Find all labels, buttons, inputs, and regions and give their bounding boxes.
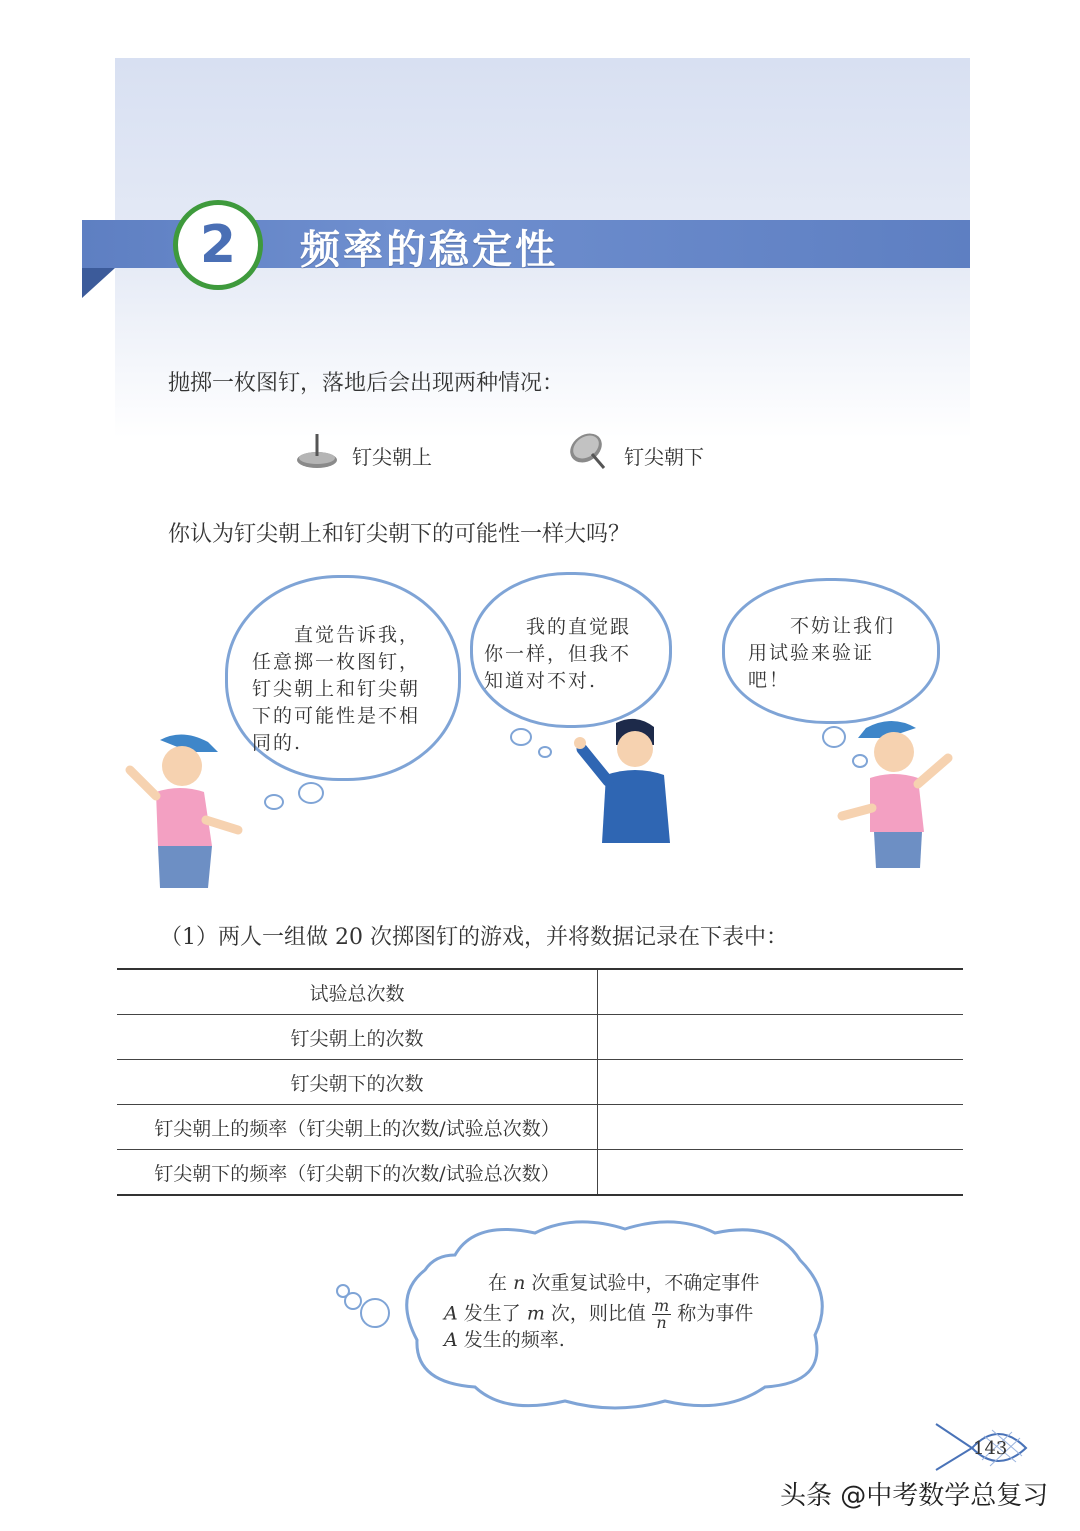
row-label: 钉尖朝上的次数 — [117, 1015, 598, 1060]
cloud-trail-dot — [360, 1298, 390, 1328]
bubble-left-line: 下的可能性是不相 — [252, 705, 421, 727]
bubble-right-text — [748, 613, 895, 694]
row-label: 钉尖朝下的次数 — [117, 1060, 598, 1105]
bubble-trail-dot — [298, 782, 324, 804]
question-text: 你认为钉尖朝上和钉尖朝下的可能性一样大吗？ — [168, 522, 631, 547]
fraction-denominator: n — [656, 1313, 667, 1332]
bubble-middle-line: 知道对不对. — [484, 670, 598, 692]
bubble-right-line: 用试验来验证 — [748, 642, 875, 664]
definition-line-3 — [444, 1326, 565, 1354]
page-number: 143 — [973, 1438, 1008, 1459]
definition-text: 发生的频率. — [463, 1329, 565, 1351]
table-row — [117, 969, 963, 1015]
definition-var-A: A — [444, 1302, 458, 1325]
ribbon-fold — [82, 268, 115, 298]
definition-text: 在 — [488, 1272, 508, 1294]
bubble-trail-dot — [538, 746, 552, 758]
boy-left-illustration — [120, 730, 245, 888]
bubble-trail-dot — [510, 728, 532, 746]
bubble-trail-dot — [264, 794, 284, 810]
bubble-right-line: 吧！ — [748, 669, 791, 691]
outcome-up-label: 钉尖朝上 — [352, 445, 432, 469]
tack-point-up-icon — [296, 430, 340, 472]
record-table — [117, 968, 963, 1196]
table-row — [117, 1015, 963, 1060]
definition-var-m: m — [526, 1302, 545, 1325]
bubble-left-line: 同的. — [252, 732, 303, 754]
fraction-m-over-n — [652, 1298, 671, 1331]
definition-text: 称为事件 — [677, 1302, 754, 1325]
boy-right-illustration — [836, 716, 960, 868]
table-row — [117, 1105, 963, 1150]
bubble-left-line: 直觉告诉我， — [252, 624, 421, 646]
section-number-badge — [173, 200, 263, 290]
tack-point-down-icon — [568, 430, 612, 472]
definition-text: 次，则比值 — [550, 1302, 646, 1325]
row-label: 钉尖朝上的频率（钉尖朝上的次数/试验总次数） — [117, 1105, 598, 1150]
table-row — [117, 1150, 963, 1196]
value-cell[interactable] — [598, 969, 964, 1015]
bubble-left-line: 钉尖朝上和钉尖朝 — [252, 678, 421, 700]
value-cell[interactable] — [598, 1105, 964, 1150]
outcome-down-label: 钉尖朝下 — [624, 445, 704, 469]
bubble-left-line: 任意掷一枚图钉， — [252, 651, 421, 673]
fraction-numerator: m — [653, 1296, 670, 1315]
bubble-middle-line: 我的直觉跟 — [484, 616, 632, 638]
watermark: 头条 @中考数学总复习 — [780, 1481, 1049, 1511]
section-title: 频率的稳定性 — [300, 227, 558, 273]
task-text: （1）两人一组做 20 次掷图钉的游戏，并将数据记录在下表中： — [160, 925, 788, 950]
cloud-trail-dot — [344, 1292, 362, 1310]
table-row — [117, 1060, 963, 1105]
definition-text: 发生了 — [463, 1302, 521, 1325]
value-cell[interactable] — [598, 1150, 964, 1196]
bubble-left-text — [252, 622, 420, 757]
definition-var-A: A — [444, 1329, 458, 1351]
definition-line-1 — [488, 1269, 759, 1297]
row-label: 钉尖朝下的频率（钉尖朝下的次数/试验总次数） — [117, 1150, 598, 1196]
row-label: 试验总次数 — [117, 969, 598, 1015]
boy-middle-illustration — [572, 715, 676, 845]
intro-text: 抛掷一枚图钉，落地后会出现两种情况： — [168, 371, 565, 396]
bubble-right-line: 不妨让我们 — [748, 615, 896, 637]
definition-text: 次重复试验中，不确定事件 — [531, 1272, 760, 1294]
section-number: 2 — [199, 215, 237, 275]
value-cell[interactable] — [598, 1060, 964, 1105]
bubble-middle-text — [484, 614, 631, 695]
value-cell[interactable] — [598, 1015, 964, 1060]
definition-var-n: n — [513, 1272, 526, 1294]
bubble-middle-line: 你一样，但我不 — [484, 643, 632, 665]
